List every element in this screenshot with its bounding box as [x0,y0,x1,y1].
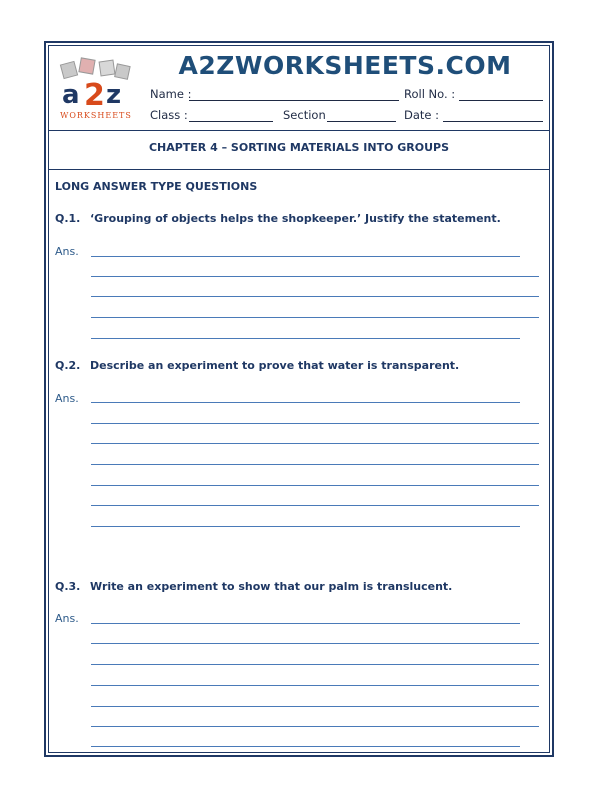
answer-line[interactable] [91,296,539,297]
svg-text:2: 2 [84,78,105,113]
answer-line[interactable] [91,526,520,527]
answer-line[interactable] [91,726,539,727]
answer-line[interactable] [91,664,539,665]
question-number: Q.2. [55,359,81,372]
logo-text: WORKSHEETS [60,111,132,120]
section-heading: LONG ANSWER TYPE QUESTIONS [55,180,258,193]
class-field[interactable] [189,121,273,122]
svg-text:z: z [106,80,122,110]
question-number: Q.3. [55,580,81,593]
roll-field[interactable] [459,100,543,101]
question-number: Q.1. [55,212,81,225]
question-text: Write an experiment to show that our palm is translucent. [90,580,453,593]
answer-line[interactable] [91,623,520,624]
answer-line[interactable] [91,443,539,444]
answer-line[interactable] [91,706,539,707]
date-field[interactable] [443,121,543,122]
svg-text:a: a [62,80,80,110]
question-text: Describe an experiment to prove that water is transparent. [90,359,460,372]
header-divider [48,130,550,131]
answer-line[interactable] [91,256,520,257]
question-text: ‘Grouping of objects helps the shopkeeper.’ Justify the statement. [90,212,501,225]
answer-line[interactable] [91,423,539,424]
answer-label: Ans. [55,392,79,405]
chapter-title: CHAPTER 4 – SORTING MATERIALS INTO GROUPS [148,141,450,154]
date-label: Date : [404,108,440,122]
answer-line[interactable] [91,276,539,277]
answer-line[interactable] [91,317,539,318]
chapter-divider [48,169,550,170]
answer-label: Ans. [55,612,79,625]
site-title: A2ZWORKSHEETS.COM [178,51,512,80]
a2z-logo [56,55,136,125]
class-label: Class : [150,108,188,122]
name-label: Name : [150,87,192,101]
answer-line[interactable] [91,505,539,506]
answer-line[interactable] [91,746,520,747]
section-label: Section [283,108,326,122]
answer-line[interactable] [91,402,520,403]
answer-line[interactable] [91,643,539,644]
name-field[interactable] [189,100,399,101]
answer-line[interactable] [91,685,539,686]
answer-line[interactable] [91,338,520,339]
roll-label: Roll No. : [404,87,456,101]
answer-line[interactable] [91,464,539,465]
answer-label: Ans. [55,245,79,258]
answer-line[interactable] [91,485,539,486]
section-field[interactable] [327,121,396,122]
